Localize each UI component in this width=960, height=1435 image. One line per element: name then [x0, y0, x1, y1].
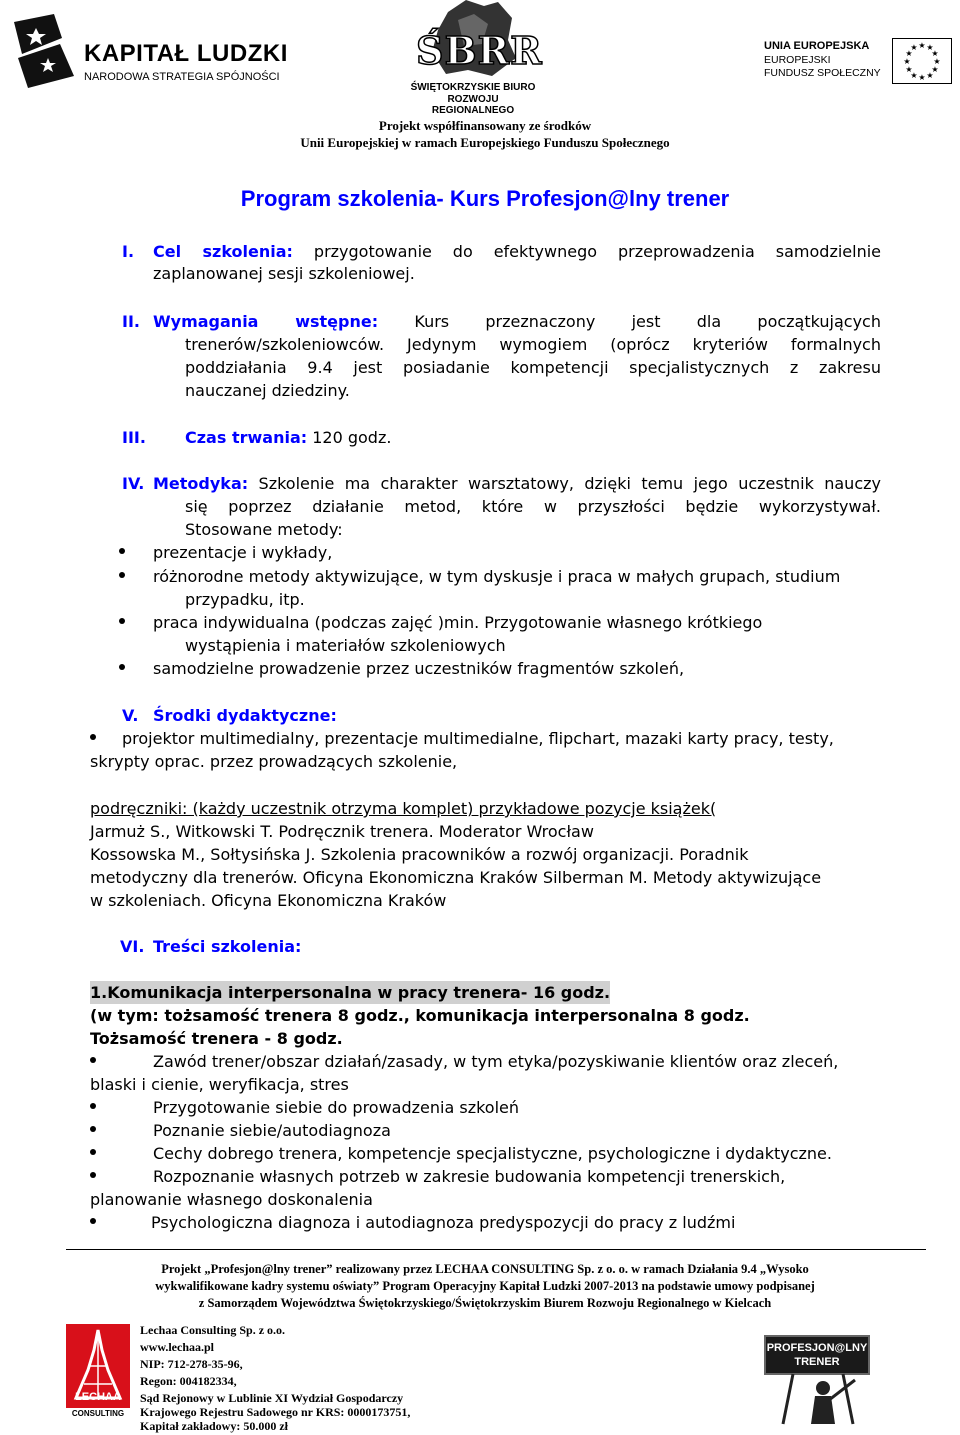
- section-2-line1: [153, 310, 881, 333]
- svg-text:★: ★: [926, 43, 934, 52]
- section-1-number: I.: [122, 242, 135, 261]
- bullet-icon: [90, 1172, 96, 1178]
- bullet-icon: [90, 1057, 96, 1063]
- eu-line2: EUROPEJSKI: [764, 54, 831, 66]
- company-website: www.lechaa.pl: [140, 1340, 215, 1354]
- section-4-label: Metodyka:: [153, 474, 249, 493]
- section-4-number: IV.: [122, 474, 145, 493]
- content-item-4: Cechy dobrego trenera, kompetencje specjalistyczne, psychologiczne i dydaktyczne.: [153, 1144, 832, 1163]
- module-heading: 1.Komunikacja interpersonalna w pracy trenera- 16 godz.: [90, 983, 611, 1002]
- bullet-icon: [90, 1218, 96, 1224]
- method-item-4: samodzielne prowadzenie przez uczestników fragmentów szkoleń,: [153, 659, 685, 678]
- teaching-aids-line2: skrypty oprac. przez prowadzących szkolenie,: [90, 752, 458, 771]
- section-3-value: 120 godz.: [312, 428, 392, 447]
- svg-text:★: ★: [910, 43, 918, 52]
- company-name: Lechaa Consulting Sp. z o.o.: [140, 1323, 286, 1337]
- section-6-number: VI.: [120, 937, 145, 956]
- company-capital: Kapitał zakładowy: 50.000 zł: [140, 1419, 289, 1433]
- sbrr-line1: ŚWIĘTOKRZYSKIE BIURO: [410, 82, 536, 93]
- footer-project-line1: Projekt „Profesjon@lny trener” realizowany przez LECHAA CONSULTING Sp. z o. o. w ramach Działania 9.4 „Wysoko: [161, 1262, 809, 1276]
- section-3-label: Czas trwania:: [185, 428, 308, 447]
- cofinancing-line2: Unii Europejskiej w ramach Europejskiego Funduszu Społecznego: [300, 135, 670, 150]
- svg-text:★: ★: [931, 65, 939, 74]
- bullet-icon: [90, 1126, 96, 1132]
- kl-subtitle: NARODOWA STRATEGIA SPÓJNOŚCI: [84, 71, 280, 83]
- bullet-icon: [119, 618, 125, 624]
- company-krs: Krajowego Rejestru Sadowego nr KRS: 0000173751,: [140, 1405, 411, 1419]
- section-2-number: II.: [122, 312, 140, 331]
- books-line2: Kossowska M., Sołtysińska J. Szkolenia pracowników a rozwój organizacji. Poradnik: [90, 845, 749, 864]
- eu-line1: UNIA EUROPEJSKA: [764, 40, 870, 52]
- svg-text:★: ★: [910, 71, 918, 80]
- section-2-line3: poddziałania 9.4 jest posiadanie kompetencji specjalistycznych z zakresu: [185, 358, 881, 377]
- method-item-3b: wystąpienia i materiałów szkoleniowych: [185, 636, 506, 655]
- svg-text:★: ★: [918, 73, 926, 82]
- footer-project-line3: z Samorządem Województwa Świętokrzyskiego/Świętokrzyskim Biurem Rozwoju Regionalnego w Kielcach: [198, 1296, 772, 1310]
- section-3-line: [185, 426, 391, 449]
- lechaa-emblem-icon: [66, 1324, 130, 1420]
- section-4-line2: się poprzez działanie metod, które w przyszłości będzie wykorzystywał.: [185, 497, 881, 516]
- section-5-label: Środki dydaktyczne:: [153, 706, 337, 725]
- content-item-5a: Rozpoznanie własnych potrzeb w zakresie budowania kompetencji trenerskich,: [153, 1167, 786, 1186]
- bullet-icon: [119, 664, 125, 670]
- pt-logo-line1: PROFESJON@LNY: [766, 1342, 868, 1354]
- content-item-1b: blaski i cienie, weryfikacja, stres: [90, 1075, 349, 1094]
- books-line4: w szkoleniach. Oficyna Ekonomiczna Kraków: [90, 891, 447, 910]
- section-4-text: Szkolenie ma charakter warsztatowy, dzięki temu jego uczestnik nauczy: [258, 474, 881, 493]
- eu-flag-icon: [892, 38, 952, 84]
- section-2-line2: trenerów/szkoleniowców. Jedynym wymogiem (oprócz kryteriów formalnych: [185, 335, 881, 354]
- teaching-aids-line1: projektor multimedialny, prezentacje multimedialne, flipchart, mazaki karty pracy, testy,: [122, 729, 834, 748]
- section-2-line4: nauczanej dziedziny.: [185, 381, 350, 400]
- section-4-line1: [153, 472, 881, 495]
- page-title: Program szkolenia- Kurs Profesjon@lny trener: [240, 186, 730, 211]
- books-line1: Jarmuż S., Witkowski T. Podręcznik trenera. Moderator Wrocław: [90, 822, 594, 841]
- content-item-2: Przygotowanie siebie do prowadzenia szkoleń: [153, 1098, 519, 1117]
- content-item-5b: planowanie własnego doskonalenia: [90, 1190, 373, 1209]
- content-item-6: Psychologiczna diagnoza i autodiagnoza predyspozycji do pracy z ludźmi: [151, 1213, 736, 1232]
- sbrr-logo: [408, 0, 543, 116]
- svg-text:★: ★: [931, 49, 939, 58]
- content-item-3: Poznanie siebie/autodiagnoza: [153, 1121, 391, 1140]
- sbrr-line2: ROZWOJU REGIONALNEGO: [431, 94, 515, 116]
- svg-text:★: ★: [918, 41, 926, 50]
- bullet-icon: [119, 572, 125, 578]
- svg-text:★: ★: [926, 71, 934, 80]
- svg-text:★: ★: [903, 57, 911, 66]
- company-regon: Regon: 004182334,: [140, 1374, 237, 1388]
- bullet-icon: [119, 548, 125, 554]
- section-1-text: przygotowanie do efektywnego przeprowadzenia samodzielnie: [313, 242, 882, 261]
- section-4-line3: Stosowane metody:: [185, 520, 343, 539]
- svg-text:★: ★: [933, 57, 941, 66]
- section-1-label: Cel szkolenia:: [153, 242, 293, 261]
- cofinancing-line1: Projekt współfinansowany ze środków: [378, 118, 592, 133]
- section-5-number: V.: [122, 706, 139, 725]
- svg-text:★: ★: [905, 65, 913, 74]
- method-item-3a: praca indywidualna (podczas zajęć )min. Przygotowanie własnego krótkiego: [153, 613, 763, 632]
- books-heading: podręczniki: (każdy uczestnik otrzyma komplet) przykładowe pozycje książek(: [90, 799, 717, 818]
- section-1-line2: zaplanowanej sesji szkoleniowej.: [153, 264, 415, 283]
- bullet-icon: [90, 734, 96, 740]
- section-2-text: Kurs przeznaczony jest dla początkujących: [414, 312, 881, 331]
- footer-project-line2: wykwalifikowane kadry systemu oświaty” Program Operacyjny Kapitał Ludzki 2007-2013 na podstawie umowy podpisanej: [155, 1279, 815, 1293]
- kl-name: KAPITAŁ LUDZKI: [84, 40, 288, 67]
- eu-line3: FUNDUSZ SPOŁECZNY: [764, 67, 881, 79]
- kapital-ludzki-logo: [14, 14, 288, 88]
- section-6-label: Treści szkolenia:: [153, 937, 302, 956]
- lechaa-logo: [66, 1324, 130, 1420]
- company-nip: NIP: 712-278-35-96,: [140, 1357, 243, 1371]
- submodule-heading: Tożsamość trenera - 8 godz.: [90, 1029, 343, 1048]
- pt-logo-line2: TRENER: [794, 1356, 840, 1368]
- profesjonalny-trener-logo: [763, 1330, 873, 1428]
- eu-logo: [764, 38, 954, 84]
- method-item-2a: różnorodne metody aktywizujące, w tym dyskusje i praca w małych grupach, studium: [153, 567, 841, 586]
- section-2-label: Wymagania wstępne:: [153, 312, 379, 331]
- bullet-icon: [90, 1103, 96, 1109]
- section-1-line1: [153, 240, 881, 263]
- footer-divider: [66, 1249, 926, 1250]
- method-item-1: prezentacje i wykłady,: [153, 543, 333, 562]
- method-item-2b: przypadku, itp.: [185, 590, 305, 609]
- section-3-number: III.: [122, 428, 146, 447]
- company-court: Sąd Rejonowy w Lublinie XI Wydział Gospodarczy: [140, 1391, 404, 1405]
- lechaa-logo-text: LECHAA: [75, 1391, 121, 1403]
- bullet-icon: [90, 1149, 96, 1155]
- lechaa-logo-subtext: CONSULTING: [71, 1409, 125, 1418]
- module-split: (w tym: tożsamość trenera 8 godz., komunikacja interpersonalna 8 godz.: [90, 1006, 750, 1025]
- kl-emblem-icon: [14, 14, 80, 88]
- books-line3: metodyczny dla trenerów. Oficyna Ekonomiczna Kraków Silberman M. Metody aktywizujące: [90, 868, 822, 887]
- svg-text:★: ★: [905, 49, 913, 58]
- sbrr-logo-text: ŚBRR: [416, 28, 543, 73]
- content-item-1a: Zawód trener/obszar działań/zasady, w tym etyka/pozyskiwanie klientów oraz zleceń,: [153, 1052, 839, 1071]
